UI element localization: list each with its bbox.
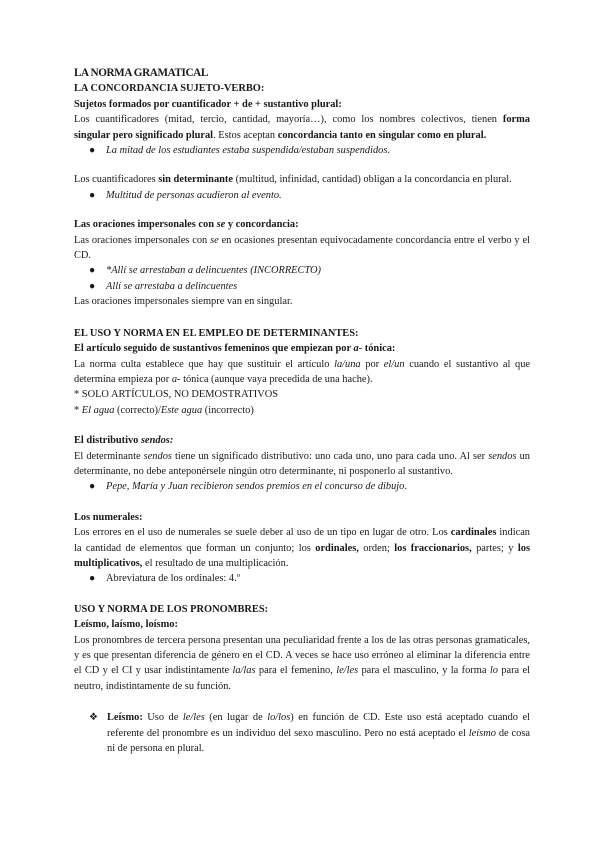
paragraph-sin-determinante: Los cuantificadores sin determinante (multitud, infinidad, cantidad) obligan a la concordancia en plural. <box>74 174 512 186</box>
bullet-example: ● La mitad de los estudiantes estaba suspendida/estaban suspendidos. <box>74 143 530 158</box>
paragraph-pronombres: Los pronombres de tercera persona presentan una peculiaridad frente a los de las otras personas gramaticales, y es que presentan diferencia de género en el CD. A veces se hace uso erróneo al eliminar la diferencia entre el CD y el CI y usar indistintamente la/las para el femenino, le/les para el masculino, y la forma lo para el neutro, indistintamente de su función. <box>74 634 530 692</box>
paragraph-articulo: La norma culta establece que hay que sustituir el artículo la/una por el/un cuando el sustantivo al que determina empieza por a- tónica (aunque vaya precedida de una hache). <box>74 358 531 385</box>
bullet-icon: ● <box>89 189 96 201</box>
subheading-numerales: Los numerales: <box>74 511 143 523</box>
paragraph-impersonales: Las oraciones impersonales con se en ocasiones presentan equivocadamente concordancia entre el verbo y el CD. <box>74 234 530 262</box>
subheading-sendos: El distributivo sendos: <box>74 435 174 447</box>
section-heading-concordancia: LA CONCORDANCIA SUJETO-VERBO: <box>74 83 265 95</box>
bullet-icon: ● <box>89 573 96 585</box>
diamond-item-leismo: ❖ Leísmo: Uso de le/les (en lugar de lo/los) en función de CD. Este uso está aceptado cuando el referente del pronombre es un individuo del sexo masculino. Pero no está aceptado el leísmo de cosa ni de persona en plural. <box>89 712 530 755</box>
paragraph-singular: Las oraciones impersonales siempre van en singular. <box>74 296 293 308</box>
subheading-articulo: El artículo seguido de sustantivos femeninos que empiezan por a- tónica: <box>74 343 396 355</box>
bullet-example: ● Multitud de personas acudieron al evento. <box>74 188 530 203</box>
paragraph-sendos: El determinante sendos tiene un significado distributivo: uno cada uno, uno para cada uno. Al ser sendos un determinante, no debe anteponérsele ningún otro determinante, ni posponerlo al sustantivo. <box>74 450 530 477</box>
note-el-agua: * El agua (correcto)/Este agua (incorrecto) <box>74 404 254 416</box>
paragraph-cuantificadores: Los cuantificadores (mitad, tercio, cantidad, mayoría…), como los nombres colectivos, tienen forma singular pero significado plural. Estos aceptan concordancia tanto en singular como en plural. <box>74 114 530 141</box>
bullet-icon: ● <box>89 280 96 292</box>
section-heading-determinantes: EL USO Y NORMA EN EL EMPLEO DE DETERMINANTES: <box>74 327 359 339</box>
paragraph-numerales: Los errores en el uso de numerales se suele deber al uso de un tipo en lugar de otro. Los cardinales indican la cantidad de elementos que forman un conjunto; los ordinales, orden; los fraccionarios, partes; y los multiplicativos, el resultado de una multiplicación. <box>74 527 531 569</box>
bullet-icon: ● <box>89 145 96 157</box>
bullet-icon: ● <box>89 481 96 493</box>
subheading-cuantificadores: Sujetos formados por cuantificador + de + sustantivo plural: <box>74 98 342 110</box>
bullet-icon: ● <box>89 265 96 277</box>
bullet-example: ● Allí se arrestaba a delincuentes <box>74 279 530 294</box>
section-heading-pronombres: USO Y NORMA DE LOS PRONOMBRES: <box>74 603 269 615</box>
bullet-example: ● Pepe, María y Juan recibieron sendos premios en el concurso de dibujo. <box>74 479 530 494</box>
bullet-example: ● Abreviatura de los ordinales: 4.º <box>74 571 530 586</box>
diamond-bullet-icon: ❖ <box>89 712 98 724</box>
subheading-leismo: Leísmo, laísmo, loísmo: <box>74 619 178 631</box>
bullet-example: ● *Allí se arrestaban a delincuentes (INCORRECTO) <box>74 263 530 278</box>
subheading-impersonales: Las oraciones impersonales con se y concordancia: <box>74 219 299 231</box>
document-page <box>74 66 530 756</box>
note-solo-articulos: * SOLO ARTÍCULOS, NO DEMOSTRATIVOS <box>74 389 279 401</box>
document-title: LA NORMA GRAMATICAL <box>74 67 208 79</box>
